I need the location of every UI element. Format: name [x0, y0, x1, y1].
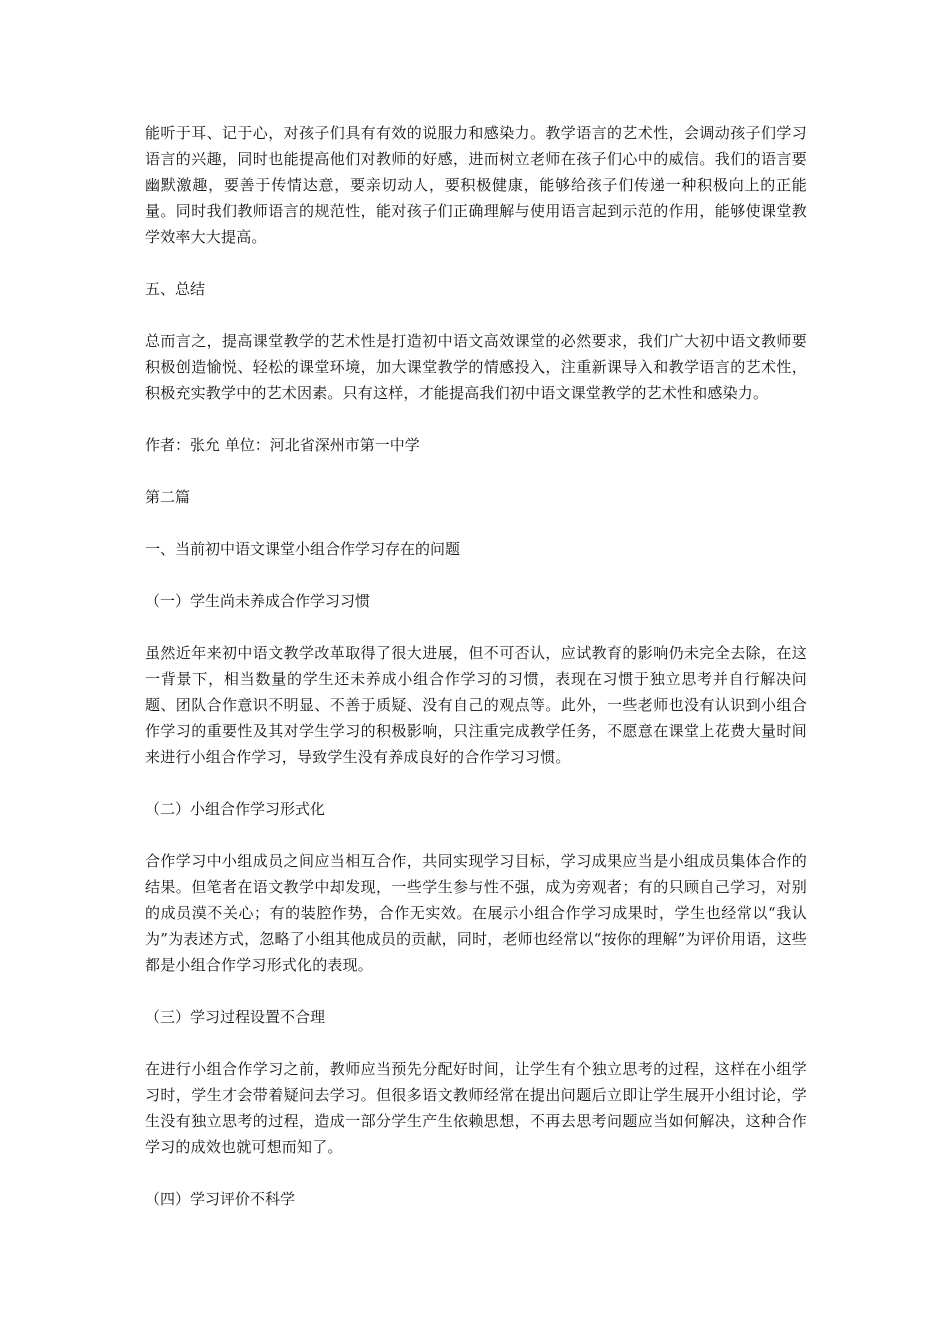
document-page — [145, 120, 807, 1212]
section-heading-problems: 一、当前初中语文课堂小组合作学习存在的问题 — [145, 540, 461, 558]
spacer — [145, 770, 807, 796]
spacer — [145, 562, 807, 588]
part-title-second: 第二篇 — [145, 488, 191, 506]
spacer — [145, 822, 807, 848]
spacer — [145, 510, 807, 536]
spacer — [145, 406, 807, 432]
paragraph-formalism: 合作学习中小组成员之间应当相互合作，共同实现学习目标，学习成果应当是小组成员集体合作的结果。但笔者在语文教学中却发现，一些学生参与性不强，成为旁观者；有的只顾自己学习，对别的成员漠不关心；有的装腔作势，合作无实效。在展示小组合作学习成果时，学生也经常以“我认为”为表述方式，忽略了小组其他成员的贡献，同时，老师也经常以“按你的理解”为评价用语，这些都是小组合作学习形式化的表现。 — [145, 852, 808, 974]
paragraph-teaching-language: 能听于耳、记于心，对孩子们具有有效的说服力和感染力。教学语言的艺术性，会调动孩子们学习语言的兴趣，同时也能提高他们对教师的好感，进而树立老师在孩子们心中的威信。我们的语言要幽默激趣，要善于传情达意，要亲切动人，要积极健康，能够给孩子们传递一种积极向上的正能量。同时我们教师语言的规范性，能对孩子们正确理解与使用语言起到示范的作用，能够使课堂教学效率大大提高。 — [145, 124, 807, 246]
spacer — [145, 458, 807, 484]
spacer — [145, 302, 807, 328]
paragraph-summary: 总而言之，提高课堂教学的艺术性是打造初中语文高效课堂的必然要求，我们广大初中语文教师要积极创造愉悦、轻松的课堂环境，加大课堂教学的情感投入，注重新课导入和教学语言的艺术性，积极充实教学中的艺术因素。只有这样，才能提高我们初中语文课堂教学的艺术性和感染力。 — [145, 332, 807, 402]
subheading-formalism: （二）小组合作学习形式化 — [145, 800, 326, 818]
subheading-habits: （一）学生尚未养成合作学习习惯 — [145, 592, 371, 610]
spacer — [145, 1030, 807, 1056]
spacer — [145, 614, 807, 640]
section-heading-summary: 五、总结 — [145, 280, 206, 298]
author-line: 作者：张允 单位：河北省深州市第一中学 — [145, 436, 420, 454]
spacer — [145, 1160, 807, 1186]
spacer — [145, 978, 807, 1004]
subheading-evaluation: （四）学习评价不科学 — [145, 1190, 296, 1208]
paragraph-process: 在进行小组合作学习之前，教师应当预先分配好时间，让学生有个独立思考的过程，这样在小组学习时，学生才会带着疑问去学习。但很多语文教师经常在提出问题后立即让学生展开小组讨论，学生没有独立思考的过程，造成一部分学生产生依赖思想，不再去思考问题应当如何解决，这种合作学习的成效也就可想而知了。 — [145, 1060, 807, 1156]
spacer — [145, 250, 807, 276]
paragraph-habits: 虽然近年来初中语文教学改革取得了很大进展，但不可否认，应试教育的影响仍未完全去除，在这一背景下，相当数量的学生还未养成小组合作学习的习惯，表现在习惯于独立思考并自行解决问题、团队合作意识不明显、不善于质疑、没有自己的观点等。此外，一些老师也没有认识到小组合作学习的重要性及其对学生学习的积极影响，只注重完成教学任务，不愿意在课堂上花费大量时间来进行小组合作学习，导致学生没有养成良好的合作学习习惯。 — [145, 644, 807, 766]
subheading-process: （三）学习过程设置不合理 — [145, 1008, 326, 1026]
